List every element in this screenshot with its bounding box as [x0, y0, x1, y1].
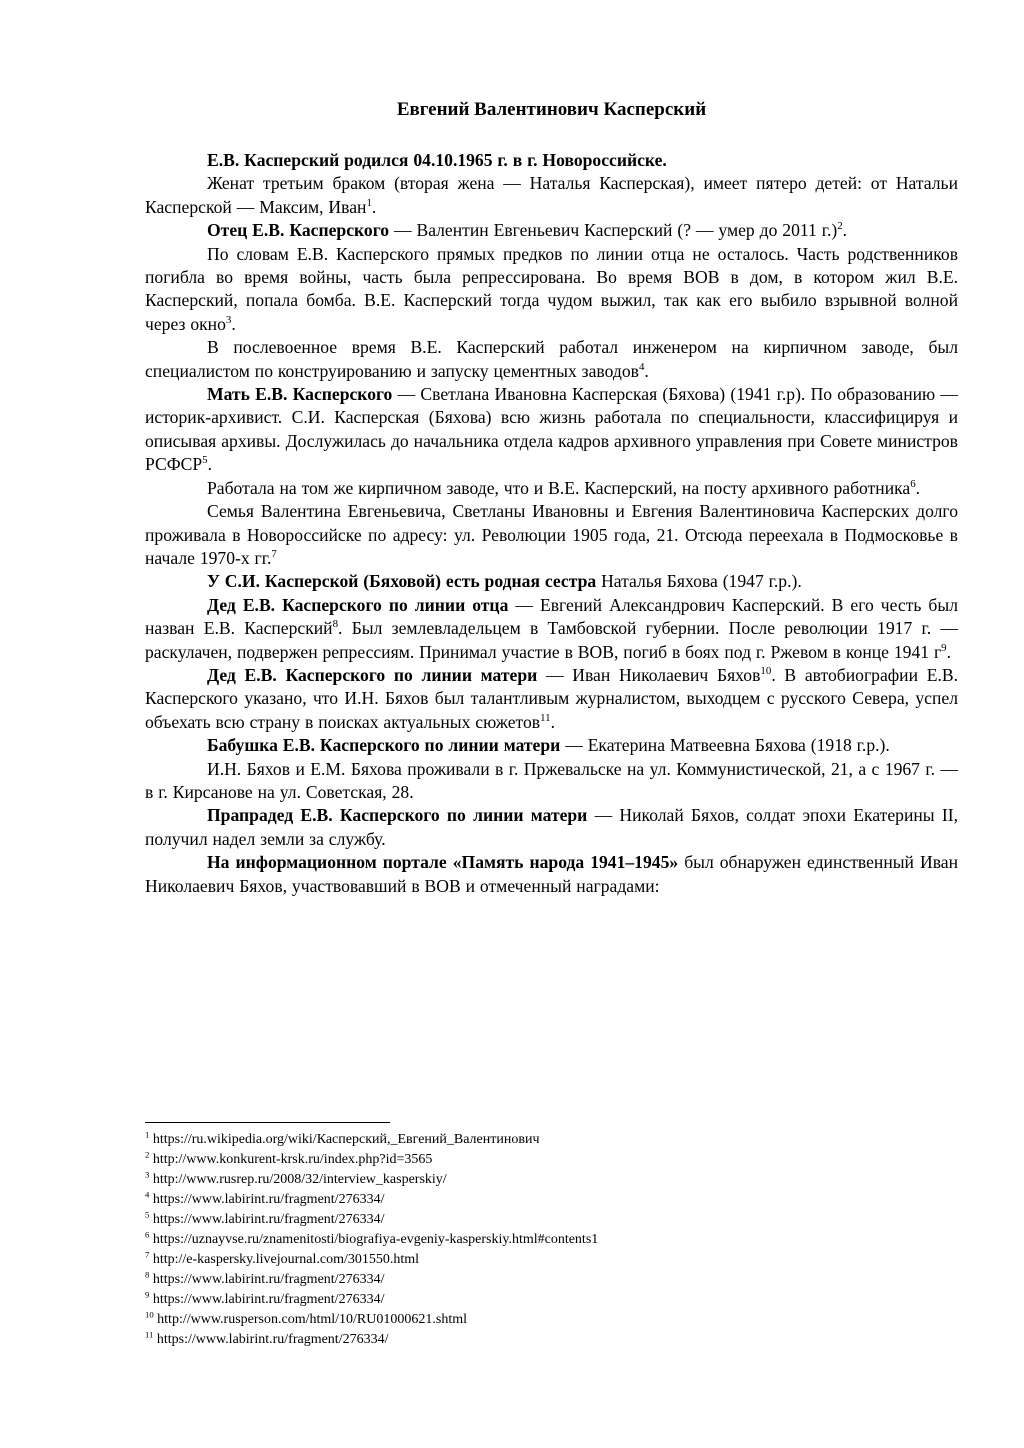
paragraph	[145, 734, 958, 757]
text-run: Работала на том же кирпичном заводе, что и В.Е. Касперский, на посту архивного работника	[207, 477, 911, 498]
footnote-number: 8	[145, 1270, 150, 1280]
text-run: .	[644, 360, 649, 381]
footnote-url: http://e-kaspersky.livejournal.com/301550.html	[149, 1252, 420, 1267]
footnote-url: https://www.labirint.ru/fragment/276334/	[149, 1272, 385, 1287]
footnote-number: 11	[145, 1330, 154, 1340]
footnote-ref: 1	[366, 196, 372, 209]
paragraph	[145, 219, 958, 242]
footnote-item	[145, 1170, 958, 1190]
text-run: .	[946, 641, 952, 662]
footnote-ref: 4	[638, 360, 645, 373]
text-run: — Светлана Ивановна Касперская (Бяхова) (1941 г.р). По образованию — историк-архивист. С.И. Касперская (Бяхова) всю жизнь работала по специальности, классифицируя и описывая архивы. Дослужилась до начальника отдела кадров архивного управления при Совете министров РСФСР	[145, 384, 958, 475]
footnote-number: 6	[145, 1230, 150, 1240]
footnote-url: https://uznayvse.ru/znamenitosti/biografiya-evgeniy-kasperskiy.html#contents1	[149, 1232, 599, 1247]
footnote-ref: 8	[332, 618, 339, 631]
text-run: — Евгений Александрович Касперский. В его честь был назван Е.В. Касперский	[145, 594, 958, 639]
bold-text: Дед Е.В. Касперского по линии матери	[207, 664, 538, 685]
footnote-number: 9	[145, 1290, 150, 1300]
paragraph	[145, 172, 958, 219]
footnote-number: 2	[145, 1150, 150, 1160]
footnote-item	[145, 1150, 958, 1170]
text-run: — Иван Николаевич Бяхов	[537, 664, 761, 685]
paragraph	[145, 851, 958, 898]
text-run: Семья Валентина Евгеньевича, Светланы Ивановны и Евгения Валентиновича Касперских долго проживала в Новороссийске по адресу: ул. Революции 1905 года, 21. Отсюда переехала в Подмосковье в начале 1970-х гг.	[145, 501, 958, 568]
footnotes-list	[145, 1130, 958, 1350]
footnote-item	[145, 1210, 958, 1230]
bold-text: У С.И. Касперской (Бяховой) есть родная сестра	[207, 571, 597, 592]
footnote-ref: 3	[225, 313, 232, 326]
footnote-item	[145, 1190, 958, 1210]
bold-text: Бабушка Е.В. Касперского по линии матери	[207, 735, 561, 756]
text-run: .	[371, 196, 377, 217]
text-run: .	[550, 711, 556, 732]
text-run: — Екатерина Матвеевна Бяхова (1918 г.р.).	[560, 735, 890, 756]
paragraph	[145, 149, 958, 172]
footnote-item	[145, 1270, 958, 1290]
paragraph	[145, 594, 958, 664]
footnote-url: https://www.labirint.ru/fragment/276334/	[153, 1332, 389, 1347]
footnote-url: http://www.rusperson.com/html/10/RU01000621.shtml	[153, 1312, 467, 1327]
footnote-item	[145, 1130, 958, 1150]
footnote-item	[145, 1230, 958, 1250]
footnotes-section	[145, 1122, 958, 1350]
document-title: Евгений Валентинович Касперский	[396, 99, 707, 120]
text-run: .	[842, 220, 848, 241]
text-run: .	[231, 313, 236, 334]
footnote-url: http://www.rusrep.ru/2008/32/interview_kasperskiy/	[149, 1172, 447, 1187]
text-run: — Николай Бяхов, солдат эпохи Екатерины II, получил надел земли за службу.	[145, 805, 958, 849]
bold-text: На информационном портале «Память народа 1941–1945»	[207, 852, 679, 873]
text-run: .	[915, 477, 921, 498]
paragraph	[145, 570, 958, 593]
footnote-item	[145, 1290, 958, 1310]
footnote-ref: 10	[760, 665, 772, 678]
footnote-url: https://www.labirint.ru/fragment/276334/	[149, 1192, 385, 1207]
text-run: Наталья Бяхова (1947 г.р.).	[596, 571, 802, 592]
footnote-url: http://www.konkurent-krsk.ru/index.php?id=3565	[149, 1152, 433, 1167]
bold-text: Прапрадед Е.В. Касперского по линии матери	[207, 805, 588, 826]
bold-text: Е.В. Касперский родился 04.10.1965 г. в г. Новороссийске.	[207, 150, 667, 170]
text-run: — Валентин Евгеньевич Касперский (? — умер до 2011 г.)	[389, 220, 838, 241]
footnote-item	[145, 1250, 958, 1270]
bold-text: Дед Е.В. Касперского по линии отца	[207, 594, 509, 615]
footnote-ref: 9	[941, 641, 947, 654]
text-run: И.Н. Бяхов и Е.М. Бяхова проживали в г. Пржевальске на ул. Коммунистической, 21, а с 1967 г. — в г. Кирсанове на ул. Советская, 28.	[145, 758, 958, 802]
footnote-item	[145, 1330, 958, 1350]
bold-text: Отец Е.В. Касперского	[207, 220, 390, 241]
footnote-ref: 5	[202, 454, 208, 467]
paragraph	[145, 383, 958, 477]
footnote-number: 10	[145, 1310, 154, 1320]
document-body	[145, 149, 958, 898]
paragraph	[145, 804, 958, 851]
paragraph	[145, 664, 958, 734]
footnote-url: https://ru.wikipedia.org/wiki/Касперский,_Евгений_Валентинович	[149, 1132, 540, 1147]
paragraph	[145, 500, 958, 570]
paragraph	[145, 336, 958, 383]
footnote-item	[145, 1310, 958, 1330]
paragraph	[145, 758, 958, 805]
text-run: Женат третьим браком (вторая жена — Наталья Касперская), имеет пятеро детей: от Натальи Касперской — Максим, Иван	[145, 173, 958, 217]
footnote-separator	[145, 1122, 390, 1123]
text-run: был обнаружен единственный Иван Николаевич Бяхов, участвовавший в ВОВ и отмеченный наградами:	[145, 852, 958, 896]
footnote-url: https://www.labirint.ru/fragment/276334/	[149, 1292, 385, 1307]
footnote-url: https://www.labirint.ru/fragment/276334/	[149, 1212, 385, 1227]
text-run: . Был землевладельцем в Тамбовской губернии. После революции 1917 г. — раскулачен, подвержен репрессиям. Принимал участие в ВОВ, погиб в боях под г. Ржевом в конце 1941 г	[145, 618, 958, 662]
footnote-ref: 6	[910, 477, 916, 490]
footnote-ref: 2	[837, 220, 843, 233]
footnote-ref: 11	[540, 711, 551, 724]
footnote-number: 4	[145, 1190, 150, 1200]
paragraph	[145, 243, 958, 337]
footnote-ref: 7	[271, 548, 277, 561]
bold-text: Мать Е.В. Касперского	[207, 384, 393, 405]
footnote-number: 7	[145, 1250, 150, 1260]
paragraph	[145, 477, 958, 500]
text-run: .	[207, 454, 213, 475]
footnote-number: 3	[145, 1170, 150, 1180]
text-run: В послевоенное время В.Е. Касперский работал инженером на кирпичном заводе, был специалистом по конструированию и запуску цементных заводов	[145, 337, 958, 381]
text-run: . В автобиографии Е.В. Касперского указано, что И.Н. Бяхов был талантливым журналистом, выходцем с русского Севера, успел объехать всю страну в поисках актуальных сюжетов	[145, 664, 958, 732]
text-run: По словам Е.В. Касперского прямых предков по линии отца не осталось. Часть родственников погибла во время войны, часть была репрессирована. Во время ВОВ в дом, в котором жил В.Е. Касперский, попала бомба. В.Е. Касперский тогда чудом выжил, так как его выбило взрывной волной через окно	[145, 243, 958, 334]
footnote-number: 5	[145, 1210, 150, 1220]
footnote-number: 1	[145, 1130, 150, 1140]
